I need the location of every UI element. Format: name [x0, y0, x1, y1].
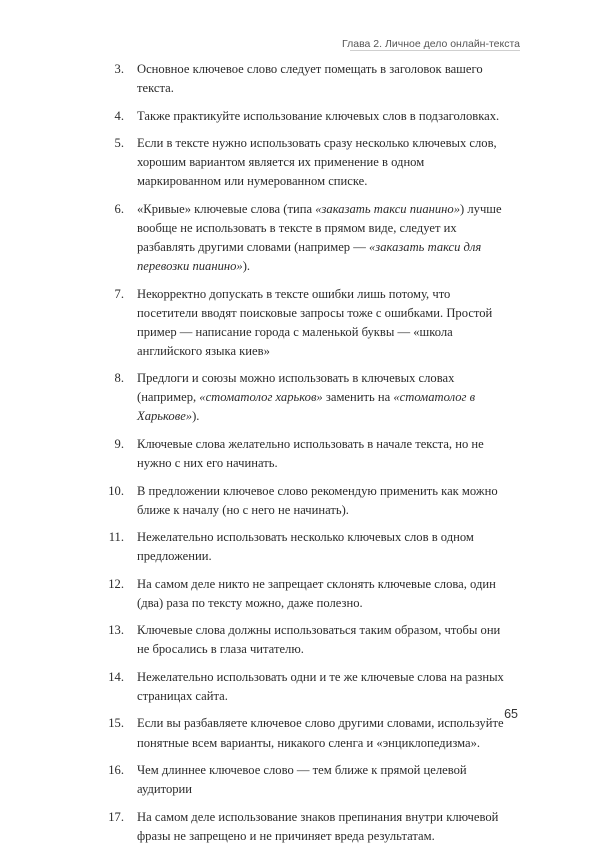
list-item-number: 10. — [108, 483, 124, 498]
list-item-text — [137, 285, 510, 361]
list-item — [100, 761, 510, 799]
list-item — [100, 435, 510, 473]
text-run: Нежелательно использовать одни и те же ключевые слова на разных страницах сайта. — [137, 669, 504, 703]
list-item — [100, 714, 510, 752]
list-item-number: 8. — [114, 371, 124, 386]
text-run: В предложении ключевое слово рекомендую применить как можно ближе к началу (но с него не начинать). — [137, 483, 498, 517]
list-item-text — [137, 808, 510, 846]
list-item — [100, 621, 510, 659]
list-item-number: 7. — [114, 286, 124, 301]
list-item-text — [137, 761, 510, 799]
text-run: ). — [192, 409, 200, 424]
list-item-text — [137, 435, 510, 473]
list-item — [100, 285, 510, 361]
list-item-text — [137, 107, 510, 126]
list-item — [100, 528, 510, 566]
text-run: На самом деле никто не запрещает склонять ключевые слова, один (два) раза по тексту можно, даже полезно. — [137, 576, 496, 610]
list-item — [100, 200, 510, 276]
list-item-text — [137, 668, 510, 706]
list-item-text — [137, 714, 510, 752]
list-item — [100, 668, 510, 706]
list-item-number: 9. — [114, 436, 124, 451]
text-run: «Кривые» ключевые слова (типа — [137, 201, 316, 216]
text-run: Ключевые слова желательно использовать в начале текста, но не нужно с них его начинать. — [137, 436, 484, 471]
list-item-number: 4. — [114, 108, 124, 123]
list-item — [100, 134, 510, 191]
text-run: Некорректно допускать в тексте ошибки лишь потому, что посетители вводят поисковые запросы тоже с ошибками. Простой пример — написание города с маленькой буквы — «школа английского языка киев» — [137, 286, 493, 358]
italic-example-phrase: «стоматолог в Харькове» — [137, 390, 476, 424]
running-head-rule — [350, 50, 520, 51]
recommendation-list — [100, 60, 510, 854]
text-run: На самом деле использование знаков препинания внутри ключевой фразы не запрещено и не причиняет вреда результатам. — [137, 809, 499, 843]
text-run: ). — [242, 259, 251, 274]
list-item — [100, 107, 510, 126]
list-item — [100, 575, 510, 613]
list-item-number: 11. — [108, 530, 124, 545]
list-item-text — [137, 60, 510, 98]
running-head: Глава 2. Личное дело онлайн-текста — [342, 38, 520, 50]
list-item-text — [137, 575, 510, 613]
text-run: Также практикуйте использование ключевых слов в подзаголовках. — [137, 108, 500, 123]
text-run: заменить на — [322, 390, 394, 405]
list-item-number: 13. — [108, 623, 124, 638]
list-item-number: 6. — [114, 201, 124, 216]
list-item-text — [137, 528, 510, 566]
list-item-text — [137, 482, 510, 520]
text-run: Если вы разбавляете ключевое слово другими словами, используйте понятные всем варианты, никакого сленга и «энциклопедизма». — [137, 716, 504, 750]
text-run: Чем длиннее ключевое слово — тем ближе к прямой целевой аудитории — [137, 762, 467, 797]
list-item-number: 5. — [114, 136, 124, 151]
list-item-number: 3. — [114, 62, 124, 76]
list-item — [100, 808, 510, 846]
list-item — [100, 482, 510, 520]
text-run: Основное ключевое слово следует помещать в заголовок вашего текста. — [137, 62, 483, 96]
list-item — [100, 60, 510, 98]
list-item-text — [137, 369, 510, 426]
text-run: Ключевые слова должны использоваться таким образом, чтобы они не бросались в глаза читателю. — [137, 623, 501, 657]
list-item-number: 15. — [108, 716, 124, 731]
list-item-text — [137, 621, 510, 659]
list-item-text — [137, 200, 510, 276]
list-item-number: 12. — [108, 576, 124, 591]
text-run: Нежелательно использовать несколько ключевых слов в одном предложении. — [137, 530, 474, 564]
italic-example-phrase: «заказать такси для перевозки пианино» — [137, 239, 482, 274]
text-run: Предлоги и союзы можно использовать в ключевых словах (например, — [137, 371, 455, 405]
list-item-number: 14. — [108, 669, 124, 684]
list-item-number: 16. — [108, 762, 124, 777]
page-number: 65 — [504, 707, 518, 721]
list-item-number: 17. — [108, 809, 124, 824]
text-run: ) лучше вообще не использовать в тексте в прямом виде, следует их разбавлять другими словами (например — — [137, 201, 502, 254]
list-item-text — [137, 134, 510, 191]
list-item — [100, 369, 510, 426]
italic-example-phrase: «стоматолог харьков» — [199, 390, 323, 405]
text-run: Если в тексте нужно использовать сразу несколько ключевых слов, хорошим вариантом является их применение в одном маркированном или нумерованном списке. — [137, 136, 497, 189]
italic-example-phrase: «заказать такси пианино» — [315, 201, 461, 216]
